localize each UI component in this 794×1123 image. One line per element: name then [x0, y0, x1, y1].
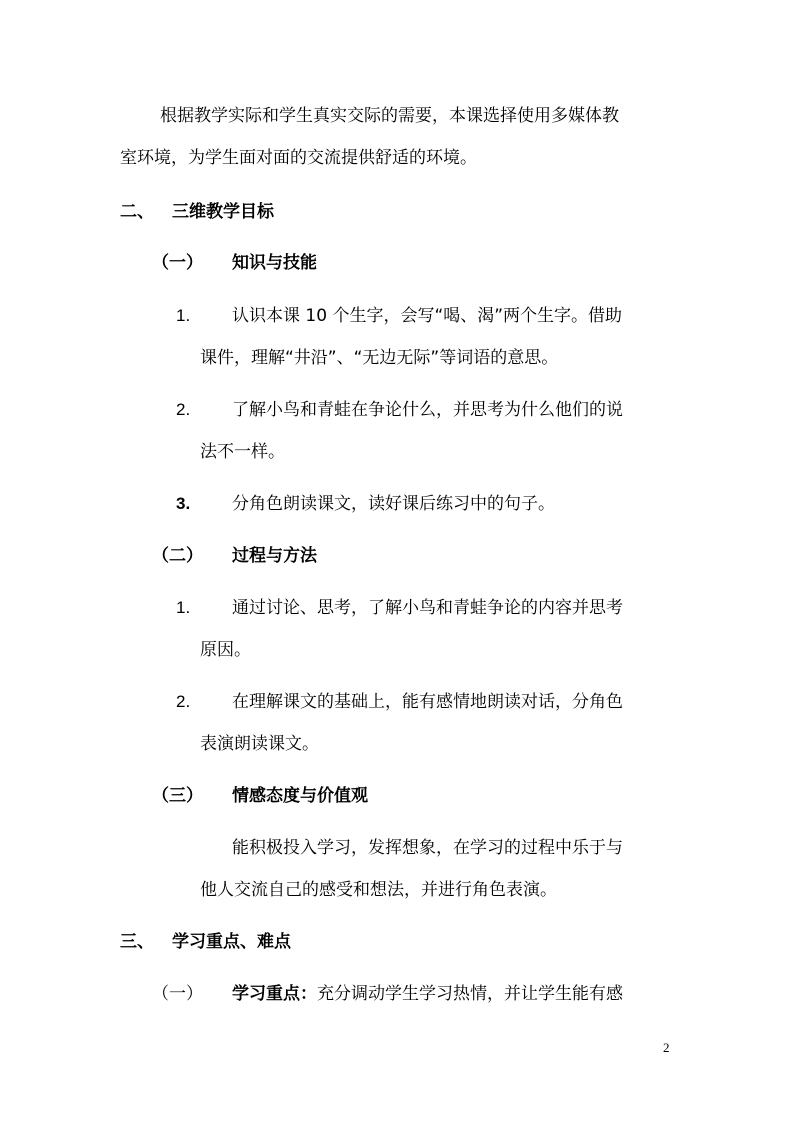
- knowledge-item-2-number: 2.: [176, 400, 191, 419]
- focus-text: 充分调动学生学习热情，并让学生能有感: [317, 984, 623, 1004]
- section-2-title: 三维教学目标: [172, 202, 274, 222]
- intro-line-1: 根据教学实际和学生真实交际的需要，本课选择使用多媒体教: [160, 106, 619, 126]
- section-3-title: 学习重点、难点: [172, 932, 291, 952]
- knowledge-item-2-line-2: 法不一样。: [200, 442, 285, 462]
- subsection-3-title: 情感态度与价值观: [232, 786, 368, 806]
- subsection-2-title: 过程与方法: [232, 546, 317, 566]
- subsection-1-number: （一）: [152, 253, 203, 273]
- process-item-1-line-2: 原因。: [200, 640, 251, 660]
- section-3-number: 三、: [120, 932, 154, 952]
- focus-number: （一）: [152, 984, 203, 1004]
- process-item-1-line-1: 通过讨论、思考，了解小鸟和青蛙争论的内容并思考: [232, 598, 623, 618]
- process-item-2-line-2: 表演朗读课文。: [200, 734, 319, 754]
- focus-label: 学习重点：: [232, 984, 317, 1004]
- intro-line-2: 室环境，为学生面对面的交流提供舒适的环境。: [120, 148, 477, 168]
- knowledge-item-3-line-1: 分角色朗读课文，读好课后练习中的句子。: [232, 494, 555, 514]
- subsection-2-number: （二）: [152, 546, 203, 566]
- subsection-1-title: 知识与技能: [232, 253, 317, 273]
- focus-line: [232, 982, 623, 1006]
- knowledge-item-1-number: 1.: [176, 306, 191, 325]
- page-number: 2: [663, 1040, 670, 1055]
- process-item-2-line-1: 在理解课文的基础上，能有感情地朗读对话，分角色: [232, 692, 623, 712]
- emotion-line-1: 能积极投入学习，发挥想象，在学习的过程中乐于与: [232, 838, 623, 858]
- emotion-line-2: 他人交流自己的感受和想法，并进行角色表演。: [200, 880, 557, 900]
- knowledge-item-1-line-2: 课件，理解“井沿”、“无边无际”等词语的意思。: [200, 348, 559, 368]
- knowledge-item-1-line-1: 认识本课 10 个生字，会写“喝、渴”两个生字。借助: [232, 306, 623, 326]
- process-item-1-number: 1.: [176, 598, 191, 617]
- section-2-number: 二、: [120, 202, 154, 222]
- subsection-3-number: （三）: [152, 786, 203, 806]
- knowledge-item-3-number: 3.: [176, 494, 191, 513]
- knowledge-item-2-line-1: 了解小鸟和青蛙在争论什么，并思考为什么他们的说: [232, 400, 623, 420]
- process-item-2-number: 2.: [176, 692, 191, 711]
